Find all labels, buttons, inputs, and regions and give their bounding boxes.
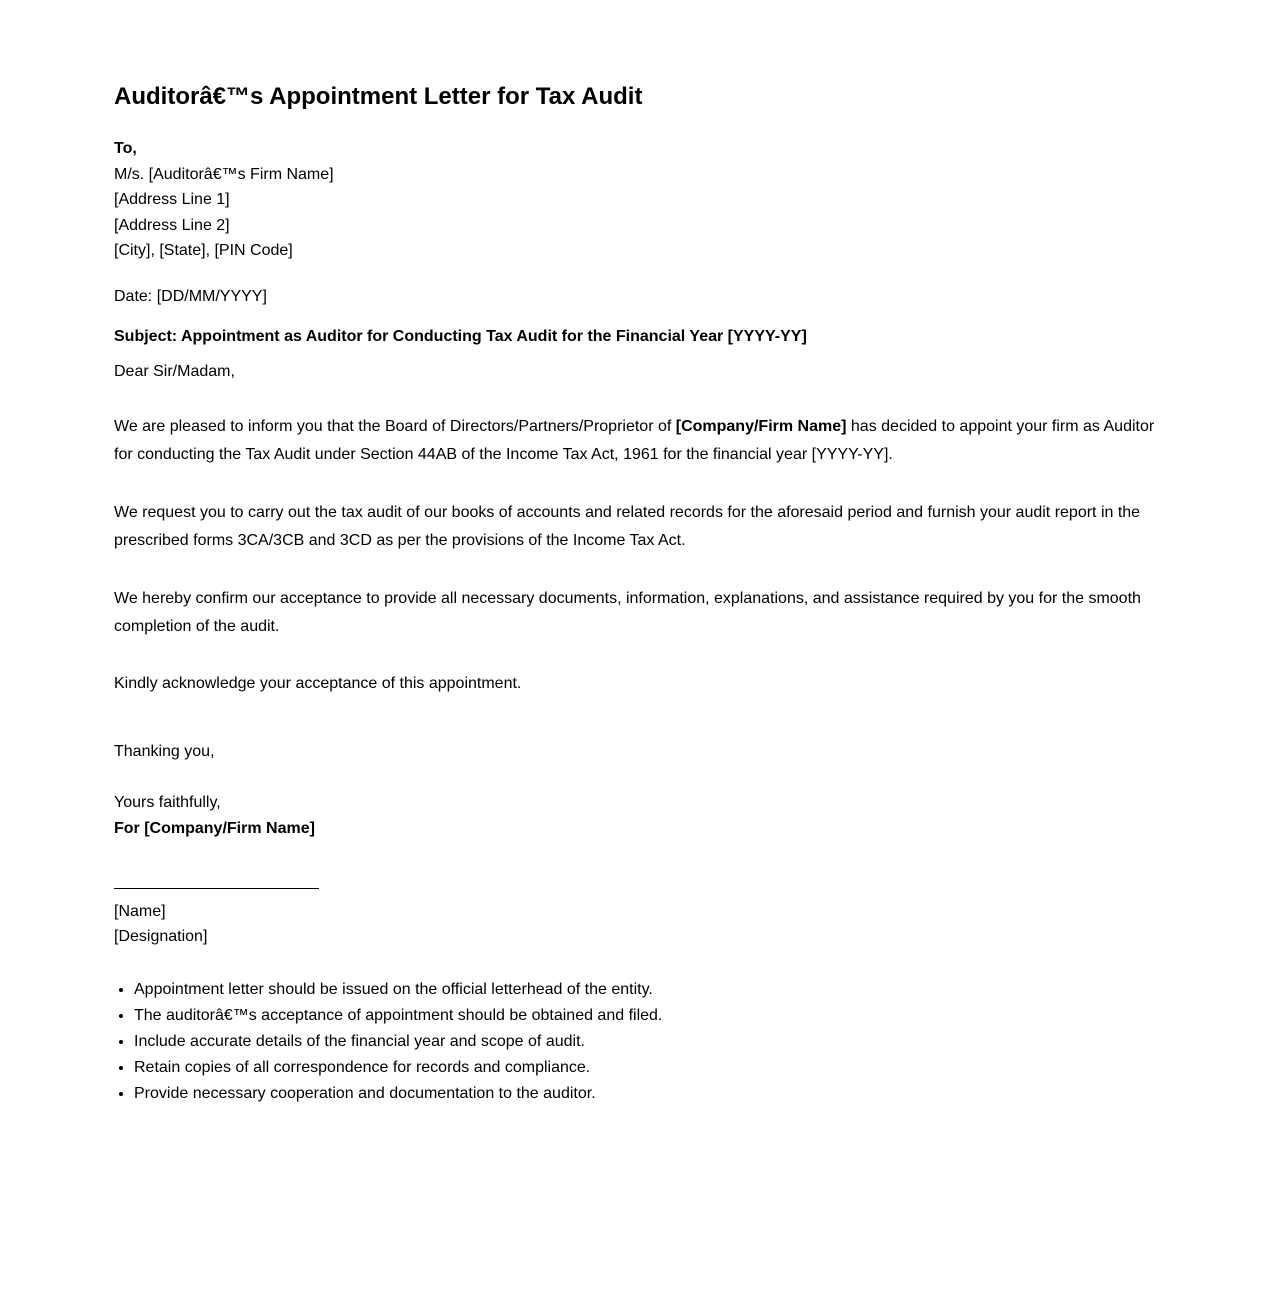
- address-line: M/s. [Auditorâ€™s Firm Name]: [114, 165, 334, 183]
- letter-date: Date: [DD/MM/YYYY]: [114, 287, 267, 305]
- body-paragraph-1: [114, 413, 1164, 470]
- signatory-block: [114, 899, 1164, 949]
- signatory-designation: [Designation]: [114, 927, 208, 945]
- body-paragraph-2: We request you to carry out the tax audit of our books of accounts and related records for the aforesaid period and furnish your audit report in the prescribed forms 3CA/3CB and 3CD as per the provisions of the Income Tax Act.: [114, 503, 1141, 549]
- notes-list: [114, 977, 1164, 1107]
- letter-subject: Subject: Appointment as Auditor for Conducting Tax Audit for the Financial Year [YYYY-YY]: [114, 327, 807, 345]
- closing-block: [114, 790, 1164, 842]
- for-company: For [Company/Firm Name]: [114, 819, 315, 837]
- letter-content: [114, 80, 1164, 1107]
- company-name-placeholder: [Company/Firm Name]: [675, 417, 847, 435]
- paragraph-text: We are pleased to inform you that the Board of Directors/Partners/Proprietor of: [114, 417, 676, 435]
- signature-line: [114, 888, 319, 889]
- paragraph-text: has decided to appoint your firm as Auditor for conducting the Tax Audit under Section 44AB of the Income Tax Act, 1961 for the financial year [YYYY-YY].: [114, 417, 1155, 463]
- address-line: [Address Line 2]: [114, 216, 230, 234]
- list-item: • Appointment letter should be issued on the official letterhead of the entity.: [134, 977, 1164, 1003]
- list-item: • Retain copies of all correspondence for records and compliance.: [134, 1055, 1164, 1081]
- yours-faithfully: Yours faithfully,: [114, 793, 221, 811]
- signatory-name: [Name]: [114, 902, 166, 920]
- letter-greeting: Dear Sir/Madam,: [114, 362, 235, 380]
- recipient-address: [114, 136, 1164, 264]
- list-item: • Include accurate details of the financial year and scope of audit.: [134, 1029, 1164, 1055]
- acknowledge-request: Kindly acknowledge your acceptance of this appointment.: [114, 674, 522, 692]
- address-line: [City], [State], [PIN Code]: [114, 242, 293, 259]
- letter-title: Auditorâ€™s Appointment Letter for Tax Audit: [114, 83, 643, 110]
- to-label: To,: [114, 140, 137, 157]
- list-item: • Provide necessary cooperation and documentation to the auditor.: [134, 1081, 1164, 1107]
- body-paragraph-3: We hereby confirm our acceptance to provide all necessary documents, information, explanations, and assistance required by you for the smooth completion of the audit.: [114, 589, 1141, 635]
- thanks-line: Thanking you,: [114, 742, 215, 760]
- address-line: [Address Line 1]: [114, 191, 230, 208]
- list-item: • The auditorâ€™s acceptance of appointment should be obtained and filed.: [134, 1003, 1164, 1029]
